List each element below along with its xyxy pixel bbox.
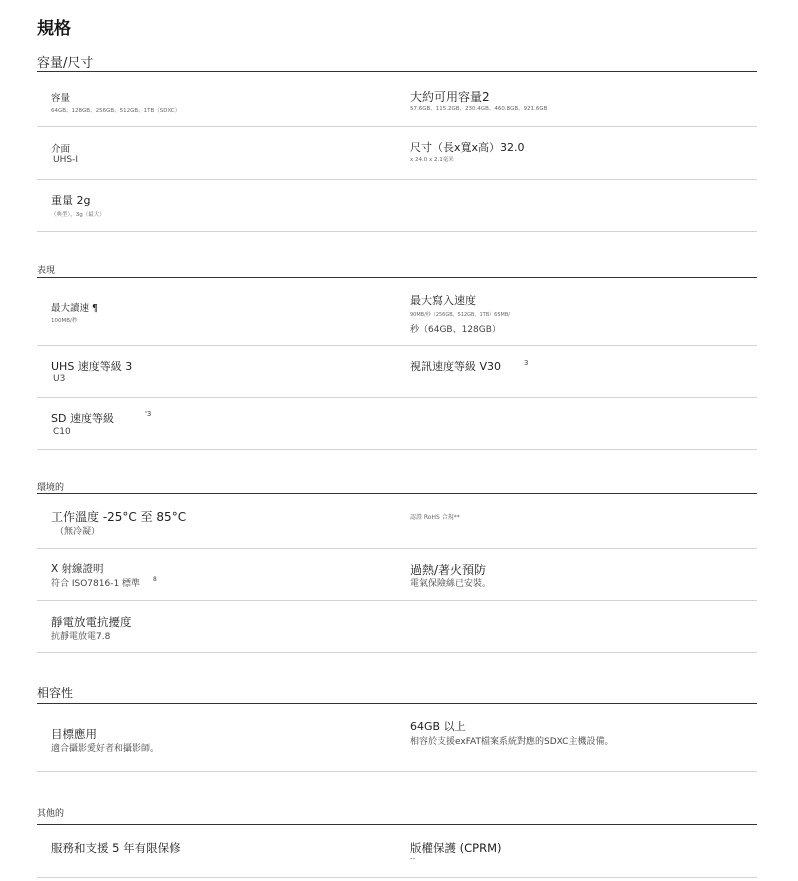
page-title: 規格: [37, 19, 71, 39]
overheat-label: 過熱/著火預防: [410, 563, 487, 577]
row-divider: [37, 877, 757, 878]
interface-label: 介面: [51, 144, 71, 155]
row-divider: [37, 179, 757, 180]
size-label: 尺寸（長x寬x高）32.0: [410, 141, 525, 154]
uhs-class-label: UHS 速度等級 3: [51, 360, 133, 373]
write-speed-value-2: 秒（64GB、128GB）: [410, 325, 501, 335]
section-heading-compatibility: 相容性: [37, 686, 74, 700]
sd-class-value: C10: [53, 427, 71, 437]
sd-class-footnote: '3: [145, 410, 152, 418]
interface-value: UHS-I: [53, 155, 78, 165]
row-divider: [37, 449, 757, 450]
video-class-footnote: 3: [524, 359, 529, 367]
overheat-value: 電氣保險絲已安裝。: [410, 579, 492, 589]
weight-label: 重量 2g: [51, 194, 91, 207]
write-speed-label: 最大寫入速度: [410, 294, 476, 307]
xray-footnote: 8: [153, 576, 157, 583]
usable-capacity-label: 大約可用容量2: [410, 90, 490, 104]
row-divider: [37, 126, 757, 127]
section-rule: [37, 824, 757, 825]
section-heading-environmental: 環境的: [37, 483, 65, 493]
read-speed-value: 100MB/秒: [51, 318, 78, 324]
temperature-value: （無冷凝）: [55, 527, 101, 537]
row-divider: [37, 345, 757, 346]
xray-label: X 射線證明: [51, 563, 104, 575]
read-speed-label: 最大讀速 ¶: [51, 303, 99, 314]
capacity-compat-label: 64GB 以上: [410, 720, 466, 733]
row-divider: [37, 652, 757, 653]
uhs-class-value: U3: [53, 374, 66, 384]
usable-capacity-value: 57.6GB、115.2GB、230.4GB、460.8GB、921.6GB: [410, 106, 548, 112]
capacity-value: 64GB、128GB、256GB、512GB、1TB（SDXC）: [51, 108, 181, 114]
size-value: x 24.0 x 2.1毫米: [410, 157, 454, 163]
section-rule: [37, 703, 757, 704]
copyright-protection-value: --: [410, 855, 416, 863]
row-divider: [37, 397, 757, 398]
row-divider: [37, 231, 757, 232]
section-rule: [37, 71, 757, 72]
esd-value: 抗靜電放電7.8: [51, 632, 111, 642]
section-heading-capacity: 容量/尺寸: [37, 56, 94, 71]
row-divider: [37, 771, 757, 772]
temperature-label: 工作溫度 -25°C 至 85°C: [51, 510, 187, 524]
xray-value: 符合 ISO7816-1 標準: [51, 579, 141, 589]
section-heading-other: 其他的: [37, 809, 65, 819]
row-divider: [37, 548, 757, 549]
weight-value: （典型），3g（最大）: [51, 212, 105, 218]
write-speed-value: 90MB/秒（256GB、512GB、1TB）65MB/: [410, 312, 510, 318]
target-app-value: 適合攝影愛好者和攝影師。: [51, 744, 160, 754]
capacity-label: 容量: [51, 93, 71, 104]
row-divider: [37, 600, 757, 601]
section-rule: [37, 493, 757, 494]
service-label: 服務和支援 5 年有限保修: [51, 841, 181, 855]
target-app-label: 目標應用: [51, 727, 97, 741]
copyright-protection-label: 版權保護 (CPRM): [410, 841, 502, 855]
certification-label: 認證 RoHS 合規**: [410, 514, 460, 521]
video-class-label: 視訊速度等級 V30: [410, 360, 502, 373]
capacity-compat-value: 相容於支援exFAT檔案系統對應的SDXC主機設備。: [410, 737, 614, 747]
esd-label: 靜電放電抗擾度: [51, 615, 132, 629]
section-rule: [37, 277, 757, 278]
section-heading-performance: 表現: [37, 266, 56, 276]
sd-class-label: SD 速度等級: [51, 412, 114, 425]
